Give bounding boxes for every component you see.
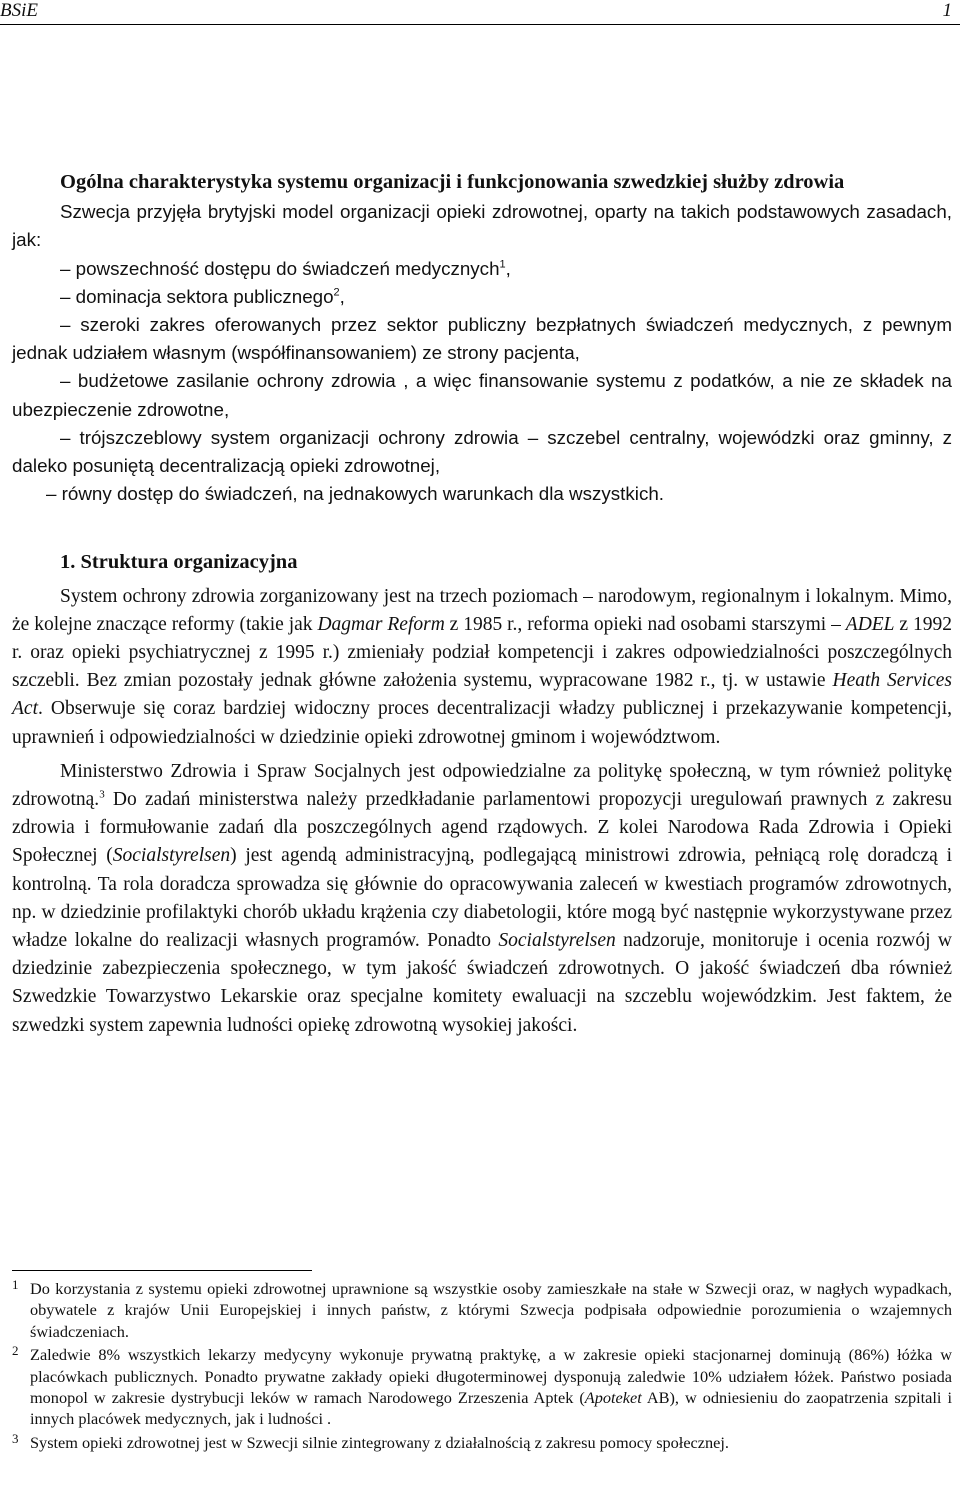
intro-paragraph: Szwecja przyjęła brytyjski model organizacji opieki zdrowotnej, oparty na takich podstawowych zasadach, jak: <box>12 201 952 251</box>
footnote-ref[interactable]: 1 <box>499 258 506 271</box>
list-item: – szeroki zakres oferowanych przez sektor publiczny bezpłatnych świadczeń medycznych, z pewnym jednak udziałem własnym (współfinansowaniem) ze strony pacjenta, <box>12 314 952 364</box>
italic-term: Apoteket <box>584 1388 642 1408</box>
list-item <box>12 255 952 283</box>
footnote-text: Do korzystania z systemu opieki zdrowotnej uprawnione są wszystkie osoby zamieszkałe na stałe w Szwecji oraz, w nagłych wypadkach, obywatele z krajów Unii Europejskiej i innych państw, z którymi Szwecja podpisała odpowiednie porozumienia o wzajemnych świadczeniach. <box>30 1279 952 1341</box>
footnote-text: System opieki zdrowotnej jest w Szwecji silnie zintegrowany z działalnością z zakresu pomocy społecznej. <box>30 1432 729 1452</box>
italic-term: ADEL <box>845 613 895 635</box>
footnote-1: 1 Do korzystania z systemu opieki zdrowotnej uprawnione są wszystkie osoby zamieszkałe na stałe w Szwecji oraz, w nagłych wypadkach, obywatele z krajów Unii Europejskiej i innych państw, z którymi Szwecja podpisała odpowiednie porozumienia o wzajemnych świadczeniach. <box>12 1277 952 1341</box>
footnote-text: Zaledwie 8% wszystkich lekarzy medycyny wykonuje prywatną praktykę, a w zakresie opieki stacjonarnej dominują (86%) łóżka w placówkach publicznych. Ponadto prywatne zakłady opieki długoterminowej dysponują zaledwie 10% udziałem łóżek. Państwo posiada monopol w zakresie dystrybucji leków w ramach Narodowego Zrzeszenia Aptek ( <box>30 1345 952 1408</box>
text-run: ) jest agendą administracyjną, podlegającą ministrowi zdrowia, pełniącą rolę doradczą i kontrolną. Ta rola doradcza sprowadza się głównie do opracowywania zaleceń w kwestiach programów zdrowotnych, np. w dziedzinie profilaktyki chorób układu krążenia czy diabetologii, które mogą być następnie wykorzystywane przez władze lokalne do realizacji własnych programów. Ponadto <box>12 845 952 952</box>
italic-term: Socialstyrelsen <box>112 845 231 867</box>
journal-name: BSiE <box>0 0 38 21</box>
section-paragraph-1 <box>12 583 952 752</box>
text-run: Ministerstwo Zdrowia i Spraw Socjalnych jest odpowiedzialne za politykę społeczną, w tym również politykę zdrowotną. <box>12 760 952 811</box>
page-number: 1 <box>942 0 952 21</box>
list-item: – równy dostęp do świadczeń, na jednakowych warunkach dla wszystkich. <box>46 483 665 505</box>
italic-term: Socialstyrelsen <box>498 930 616 952</box>
footnote-ref[interactable]: 2 <box>333 286 340 299</box>
italic-term: Heath Services Act <box>12 670 952 720</box>
text-run: nadzoruje, monitoruje i ocenia rozwój w dziedzinie zabezpieczenia społecznego, w tym jakość świadczeń zdrowotnych. O jakość świadczeń dba również Szwedzkie Towarzystwo Lekarskie oraz specjalne komitety ewaluacji na szczeblu wojewódzkim. Jest faktem, że szwedzki system zapewnia ludności opiekę zdrowotną wysokiej jakości. <box>12 930 952 1036</box>
footnote-2: 2 Zaledwie 8% wszystkich lekarzy medycyny wykonuje prywatną praktykę, a w zakresie opieki stacjonarnej dominują (86%) łóżka w placówkach publicznych. Ponadto prywatne zakłady opieki długoterminowej dysponują zaledwie 10% udziałem łóżek. Państwo posiada monopol w zakresie dystrybucji leków w ramach Narodowego Zrzeszenia Aptek (Apoteket AB), w odniesieniu do zaopatrzenia szpitali i innych placówek medycznych, jak i ludności . <box>12 1343 952 1429</box>
list-item-tail: , <box>339 285 345 307</box>
text-run: . Obserwuje się coraz bardziej widoczny proces decentralizacji władzy publicznej i przekazywanie kompetencji, uprawnień i odpowiedzialności w dziedzinie opieki zdrowotnej gminom i województwom. <box>12 698 952 748</box>
list-item: – budżetowe zasilanie ochrony zdrowia , a więc finansowanie systemu z podatków, a nie ze składek na ubezpieczenie zdrowotne, <box>12 370 952 420</box>
footnote-divider <box>12 1270 312 1271</box>
footnote-3: 3 System opieki zdrowotnej jest w Szwecji silnie zintegrowany z działalnością z zakresu pomocy społecznej. <box>12 1430 729 1452</box>
section-heading: 1. Struktura organizacyjna <box>60 551 298 574</box>
footnote-text: AB), w odniesieniu do zaopatrzenia szpitali i innych placówek medycznych, jak i ludności . <box>30 1388 952 1429</box>
article-body <box>12 168 952 1040</box>
list-item-text: – powszechność dostępu do świadczeń medycznych <box>60 257 500 279</box>
text-run: System ochrony zdrowia zorganizowany jest na trzech poziomach – narodowym, regionalnym i lokalnym. Mimo, że kolejne znaczące reformy (takie jak <box>12 585 952 635</box>
running-header <box>0 0 960 25</box>
list-item-text: – dominacja sektora publicznego <box>60 285 334 307</box>
italic-term: Dagmar Reform <box>317 613 445 635</box>
article-title: Ogólna charakterystyka systemu organizacji i funkcjonowania szwedzkiej służby zdrowia <box>60 171 845 193</box>
text-run: Do zadań ministerstwa należy przedkładanie parlamentowi propozycji uregulowań prawnych z zakresu zdrowia i formułowanie zadań dla poszczególnych agend rządowych. Z kolei Narodowa Rada Zdrowia i Opieki Społecznej ( <box>12 789 952 867</box>
list-item <box>12 283 952 311</box>
text-run: z 1985 r., reforma opieki nad osobami starszymi – <box>444 613 846 635</box>
list-item-tail: , <box>505 257 511 279</box>
footnotes <box>12 1278 952 1455</box>
section-paragraph-2 <box>12 758 952 1040</box>
text-run: z 1992 r. oraz opieki psychiatrycznej z 1995 r.) zmieniały podział kompetencji i zakres odpowiedzialności poszczególnych szczebli. Bez zmian pozostały jednak główne założenia systemu, wypracowane 1982 r., tj. w ustawie <box>12 613 952 692</box>
list-item: – trójszczeblowy system organizacji ochrony zdrowia – szczebel centralny, wojewódzki oraz gminny, z daleko posuniętą decentralizacją opieki zdrowotnej, <box>12 426 952 477</box>
footnote-ref[interactable]: 3 <box>99 788 105 801</box>
